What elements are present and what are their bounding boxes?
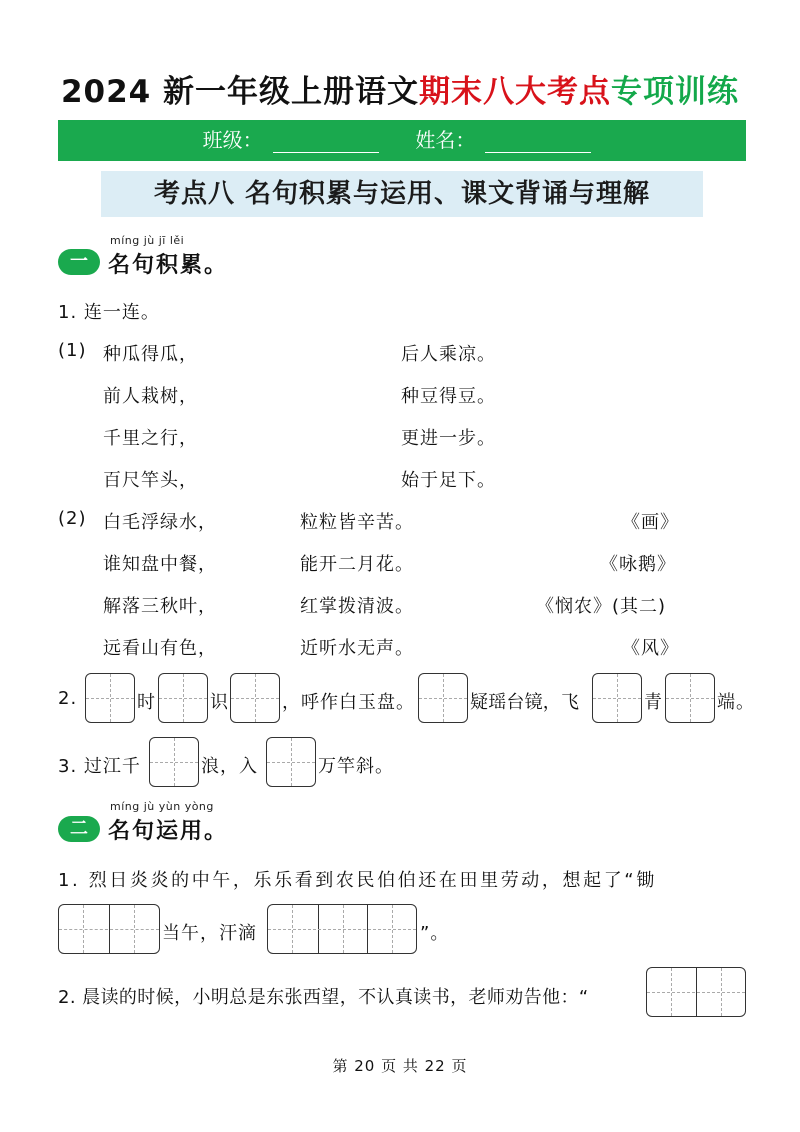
part2-right-2[interactable]: 《悯农》(其二) [536, 596, 667, 617]
class-label: 班级： [202, 128, 263, 152]
part1-left-2[interactable]: 千里之行， [103, 428, 198, 449]
section-1-badge: 一 [58, 249, 100, 275]
s2-q1-text-2: 当午，汗滴 [162, 923, 257, 944]
section-1-title: 名句积累。 [108, 253, 229, 278]
page-footer: 第 20 页 共 22 页 [332, 1057, 468, 1075]
q2-text-3: ，呼作白玉盘。 [282, 692, 415, 713]
title-part-green: 专项训练 [611, 74, 740, 110]
name-blank[interactable] [485, 130, 591, 153]
s2-q1-text: 1. 烈日炎炎的中午，乐乐看到农民伯伯还在田里劳动，想起了“锄 [58, 870, 657, 891]
q3-text-3: 万竿斜。 [318, 756, 394, 777]
s2-q2-text: 2. 晨读的时候，小明总是东张西望，不认真读书，老师劝告他：“ [58, 987, 589, 1008]
answer-box[interactable] [592, 673, 642, 723]
title-part-red: 期末八大考点 [419, 74, 612, 110]
part2-left-0[interactable]: 白毛浮绿水， [103, 512, 217, 533]
page-title [0, 72, 800, 112]
answer-box[interactable] [230, 673, 280, 723]
q2-text-2: 识 [210, 692, 229, 713]
part2-mid-0[interactable]: 粒粒皆辛苦。 [300, 512, 414, 533]
part2-left-1[interactable]: 谁知盘中餐， [103, 554, 217, 575]
part1-left-1[interactable]: 前人栽树， [103, 386, 198, 407]
answer-box[interactable] [158, 673, 208, 723]
part2-left-3[interactable]: 远看山有色， [103, 638, 217, 659]
answer-box-double[interactable] [646, 967, 746, 1017]
q2-text-5: 青 [644, 692, 663, 713]
answer-box[interactable] [149, 737, 199, 787]
section-2-title: 名句运用。 [108, 819, 229, 844]
subtitle: 考点八 名句积累与运用、课文背诵与理解 [153, 179, 651, 209]
part1-right-3[interactable]: 始于足下。 [401, 470, 496, 491]
part1-left-0[interactable]: 种瓜得瓜， [103, 344, 198, 365]
answer-box[interactable] [418, 673, 468, 723]
section-2-pinyin: míng jù yùn yòng [110, 800, 214, 813]
name-label: 姓名： [415, 128, 476, 152]
part2-label: (2) [58, 508, 87, 529]
answer-box[interactable] [85, 673, 135, 723]
answer-box[interactable] [266, 737, 316, 787]
info-band-text [58, 120, 746, 161]
part2-mid-3[interactable]: 近听水无声。 [300, 638, 414, 659]
answer-box-double[interactable] [58, 904, 160, 954]
q2-text-4: 疑瑶台镜，飞 [470, 692, 580, 713]
part2-right-1[interactable]: 《咏鹅》 [600, 554, 676, 575]
q3-text-2: 浪，入 [201, 756, 258, 777]
part2-right-3[interactable]: 《风》 [622, 638, 679, 659]
section-2-badge: 二 [58, 816, 100, 842]
q2-number: 2. [58, 688, 78, 709]
part2-mid-1[interactable]: 能开二月花。 [300, 554, 414, 575]
part1-right-0[interactable]: 后人乘凉。 [401, 344, 496, 365]
part2-left-2[interactable]: 解落三秋叶， [103, 596, 217, 617]
q1-label: 1. 连一连。 [58, 302, 160, 323]
part1-left-3[interactable]: 百尺竿头， [103, 470, 198, 491]
part1-right-2[interactable]: 更进一步。 [401, 428, 496, 449]
part2-mid-2[interactable]: 红掌拨清波。 [300, 596, 414, 617]
class-blank[interactable] [273, 130, 379, 153]
q2-text-1: 时 [137, 692, 156, 713]
title-part-black: 2024 新一年级上册语文 [60, 74, 420, 110]
s2-q1-text-3: ”。 [420, 923, 450, 944]
q2-text-6: 端。 [717, 692, 755, 713]
section-1-pinyin: míng jù jī lěi [110, 234, 185, 247]
part1-right-1[interactable]: 种豆得豆。 [401, 386, 496, 407]
q3-text-1: 3. 过江千 [58, 756, 141, 777]
answer-box-triple[interactable] [267, 904, 417, 954]
answer-box[interactable] [665, 673, 715, 723]
part2-right-0[interactable]: 《画》 [622, 512, 679, 533]
part1-label: (1) [58, 340, 87, 361]
